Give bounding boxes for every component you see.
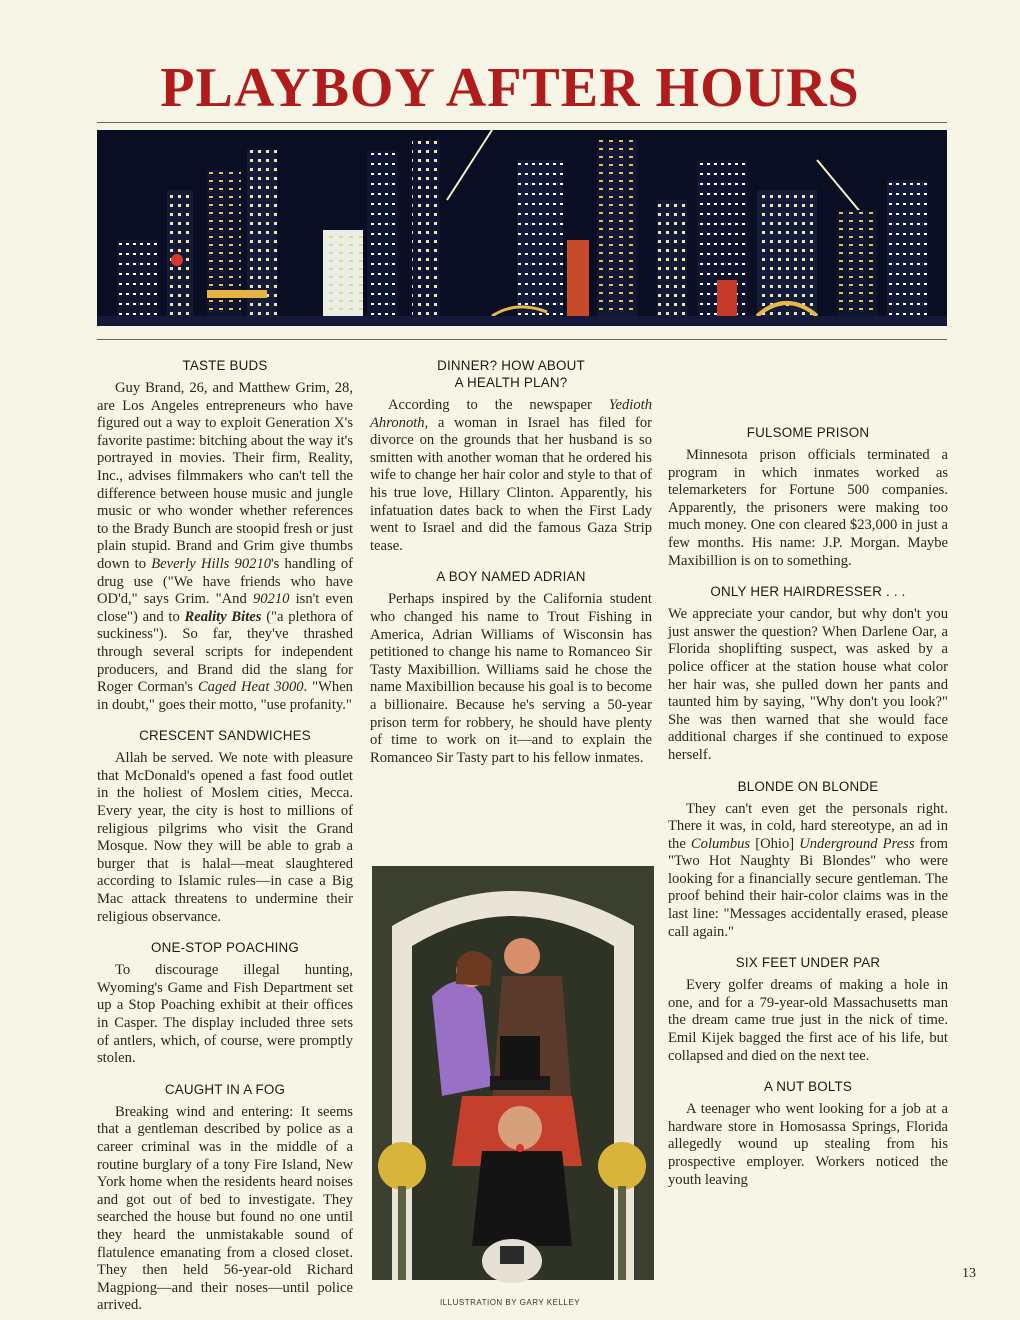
fulsome-prison-body: Minnesota prison officials terminated a program in which inmates worked as telemarketers for Fortune 500 companies. Apparently, the prisoners were making too much money. One con cleared $23,000 in just a few months. His name: J.P. Morgan. Maybe Maxibillion is on to something. [668, 447, 948, 569]
section-heading-crescent-sandwiches: CRESCENT SANDWICHES [139, 728, 311, 744]
boy-named-adrian-body: Perhaps inspired by the California student who changed his name to Trout Fishing in America, Adrian Williams of Wisconsin has petitioned to change his name to Romanceo Sir Tasty Maxibillion. Williams said he chose the name Maxibillion because his goal is to become a billionaire. Because he's serving a 50-year prison term for robbery, he should have plenty of time to work on it—and to explain the Romanceo Sir Tasty part to his fellow inmates. [370, 591, 652, 766]
section-heading-taste-buds: TASTE BUDS [182, 358, 268, 373]
article-column-2 [370, 352, 652, 852]
header-rule-bottom [97, 339, 947, 340]
article-column-3 [668, 352, 948, 1282]
masthead-title: PLAYBOY AFTER HOURS [160, 57, 860, 119]
carriage-illustration [372, 866, 654, 1280]
section-heading-six-feet-under-par: SIX FEET UNDER PAR [735, 955, 881, 971]
section-heading-caught-in-a-fog: CAUGHT IN A FOG [164, 1081, 286, 1097]
article-column-1 [97, 352, 354, 1314]
dinner-body: According to the newspaper Yedioth Ahronoth, a woman in Israel has filed for divorce on the grounds that her husband is so smitten with another woman that he ordered his wife to change her hair color and style to that of his true love, Hillary Clinton. Apparently, his infatuation dates back to when the First Lady went to Israel and did the famous Gaza Strip tease. [370, 397, 652, 554]
section-heading-fulsome-prison: FULSOME PRISON [746, 425, 870, 440]
illustration-credit: ILLUSTRATION BY GARY KELLEY [439, 1298, 581, 1307]
section-heading-blonde-on-blonde: BLONDE ON BLONDE [737, 778, 879, 794]
crescent-sandwiches-body: Allah be served. We note with pleasure that McDonald's opened a fast food outlet in the holiest of Moslem cities, Mecca. Every year, the city is host to millions of religious pilgrims who visit the Grand Mosque. Now they will be able to grab a burger that is halal—meat slaughtered according to Islamic rules—in case a Big Mac attack threatens to undermine their religious observance. [97, 750, 353, 925]
only-her-hairdresser-body: We appreciate your candor, but why don't you just answer the question? When Darlene Oar, a Florida shoplifting suspect, was asked by a police officer at the station house what color her hair was, she pulled down her pants and taunted him by saying, "Why don't you look?" She was then warned that she would face additional charges if she continued to expose herself. [668, 606, 948, 763]
section-heading-dinner: DINNER? HOW ABOUT A HEALTH PLAN? [437, 358, 585, 390]
taste-buds-body: Guy Brand, 26, and Matthew Grim, 28, are Los Angeles entrepreneurs who have figured out a way to exploit Generation X's favorite pastime: bitching about the way it's portrayed in movies. Their firm, Reality, Inc., advises filmmakers who can't tell the difference between house music and jungle music or who wonder whether references to the Brady Bunch are stoopid fresh or just plain stupid. Brand and Grim give thumbs down to Beverly Hills 90210's handling of drug use ("We have friends who have OD'd," says Grim. "And 90210 isn't even close") and to Reality Bites ("a plethora of suckiness"). So far, they've thrashed through several scripts for independent producers, and Brand did the slang for Roger Corman's Caged Heat 3000. "When in doubt," goes their motto, "use profanity." [97, 380, 354, 713]
blonde-on-blonde-body: They can't even get the personals right. There it was, in cold, hard stereotype, an ad in the Columbus [Ohio] Underground Press from "Two Hot Naughty Bi Blondes" who were looking for a financially secure gentleman. The proof behind their hair-color claims was in the last line: "Messages accidentally erased, please call again." [668, 800, 948, 940]
section-heading-one-stop-poaching: ONE-STOP POACHING [151, 940, 299, 956]
page-number: 13 [962, 1266, 976, 1281]
a-nut-bolts-body: A teenager who went looking for a job at a hardware store in Homosassa Springs, Florida allegedly wound up stealing from his prospective employer. Workers noticed the youth leaving [668, 1101, 948, 1188]
city-skyline-illustration [97, 130, 947, 326]
caught-in-a-fog-body: Breaking wind and entering: It seems that a gentleman described by police as a career criminal was in the middle of a routine burglary of a tony Fire Island, New York home when the residents heard noises and got out of bed to investigate. They searched the house but found no one until they heard the unmistakable sound of flatulence emanating from a closed closet. They then held 56-year-old Richard Magpiong—and their noses—until police arrived. [97, 1103, 353, 1314]
section-heading-boy-named-adrian: A BOY NAMED ADRIAN [436, 569, 586, 585]
one-stop-poaching-body: To discourage illegal hunting, Wyoming's Game and Fish Department set up a Stop Poaching exhibit at their offices in Casper. The display included three sets of antlers, which, of course, were promptly stolen. [97, 962, 353, 1067]
section-heading-only-her-hairdresser: ONLY HER HAIRDRESSER . . . [710, 584, 906, 600]
section-heading-a-nut-bolts: A NUT BOLTS [763, 1079, 853, 1095]
header-rule-top [97, 122, 947, 123]
six-feet-under-par-body: Every golfer dreams of making a hole in one, and for a 79-year-old Massachusetts man the dream came true just in the nick of time. Emil Kijek bagged the first ace of his life, but collapsed and died on the next tee. [668, 977, 948, 1064]
